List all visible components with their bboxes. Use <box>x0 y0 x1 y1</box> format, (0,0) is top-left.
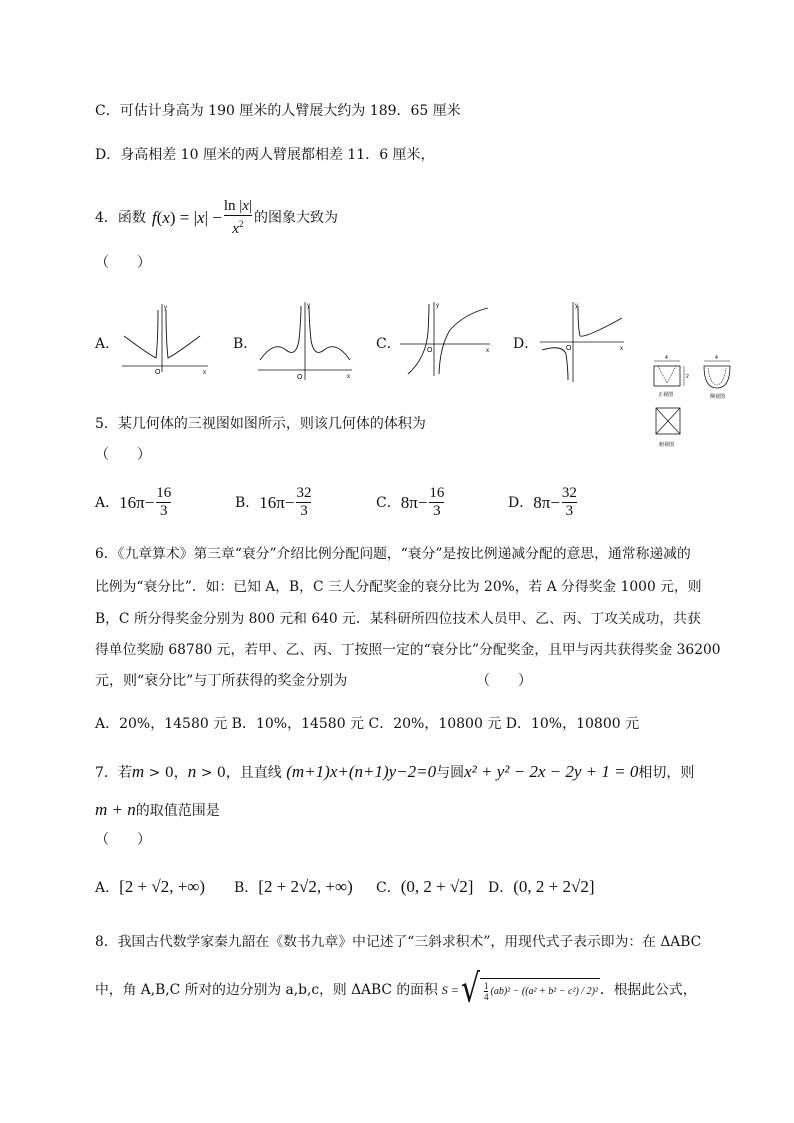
q7-option-b <box>234 877 353 898</box>
q5-front-view <box>654 355 689 398</box>
q7-c-label: C． <box>376 880 401 896</box>
q5-stem: 5．某几何体的三视图如图所示，则该几何体的体积为 <box>95 416 426 432</box>
q5-dim-h: 2 <box>686 374 689 380</box>
q7-a-label: A． <box>95 880 120 896</box>
q8-line2-a: 中，角 A,B,C 所对的边分别为 a,b,c，则 ΔABC 的面积 <box>95 982 438 998</box>
q4-a-y: y <box>164 305 167 311</box>
q4-graph-a <box>118 300 213 378</box>
q3-option-d: D．身高相差 10 厘米的两人臂展都相差 11．6 厘米， <box>95 147 435 163</box>
q5-a-coef: 16π− <box>119 492 155 512</box>
q5-option-b <box>235 485 313 520</box>
q4-graph-d <box>538 298 628 384</box>
q4-fraction: ln |x| $x^2$ <box>223 198 252 237</box>
q4-c-y: y <box>436 303 439 309</box>
q5-d-label: D． <box>508 494 534 511</box>
q8-line2-b: ．根据此公式， <box>599 982 697 998</box>
q6-line-2: 比例为“衰分比”．如：已知 A，B，C 三人分配奖金的衰分比为 20%，若 A 分得奖金 1000 元，则 <box>95 579 702 595</box>
q4-label-b: B． <box>233 336 258 352</box>
q5-option-d <box>508 485 579 520</box>
q7-line-eq: (m+1)x+(n+1)y−2=0 <box>286 762 437 781</box>
q4-d-x: x <box>620 346 623 352</box>
q4-c-x: x <box>486 348 489 354</box>
q5-c-label: C． <box>376 494 401 511</box>
q4-f: f <box>151 208 157 227</box>
q8-line-1: 8．我国古代数学家秦九韶在《数书九章》中记述了“三斜求积术”，用现代式子表示即为：在 ΔABC <box>95 934 702 950</box>
q5-b-num: 32 <box>296 485 312 501</box>
q6-line-5: 元，则“衰分比”与丁所获得的奖金分别为 <box>95 673 348 689</box>
q4-x-den: x <box>232 221 239 237</box>
q5-c-num: 16 <box>429 485 445 501</box>
q8-quarter-den: 4 <box>483 992 489 1002</box>
q5-c-den: 3 <box>433 503 441 519</box>
q4-d-y: y <box>575 303 578 309</box>
q4-graph-b <box>256 298 356 386</box>
q6-options: A．20%，14580 元 B．10%，14580 元 C．20%，10800 元 D．10%，10800 元 <box>95 716 640 732</box>
q7-gt0b: > 0，且直线 <box>196 765 282 781</box>
q4-b-o: O <box>297 374 303 381</box>
q4-a-x: x <box>203 370 206 376</box>
q5-b-den: 3 <box>300 503 308 519</box>
q6-paren: （ ） <box>476 673 532 689</box>
q4-label-c: C． <box>376 336 401 352</box>
q5-b-label: B． <box>235 494 260 511</box>
q4-d-o: O <box>566 345 572 352</box>
q4-label-a: A． <box>95 336 120 352</box>
q8-formula-inner: (ab)² − ((a² + b² − c²) / 2)² <box>490 985 598 997</box>
q5-three-views <box>648 354 766 454</box>
q4-b-y: y <box>307 303 310 309</box>
q7-b-val: [2 + 2√2, +∞) <box>258 877 353 896</box>
q7-mn: m + n <box>95 800 136 819</box>
q5-c-coef: 8π− <box>400 492 428 512</box>
q5-b-coef: 16π− <box>259 492 295 512</box>
q4-paren: （ ） <box>95 255 151 271</box>
q4-sq: 2 <box>238 219 244 229</box>
q4-x: x <box>162 208 170 227</box>
q7-option-c <box>376 877 473 898</box>
q4-prefix: 4．函数 <box>95 210 146 226</box>
q4-ln: ln <box>223 198 236 214</box>
q4-a-o: O <box>155 369 161 376</box>
q4-stem: 4．函数 f ( x ) = | x | − ln |x| $x^2$ 的图象大致为 <box>95 198 338 237</box>
q7-c-val: (0, 2 + √2] <box>400 877 474 896</box>
q7-line-2 <box>95 800 220 821</box>
q4-x-abs: x <box>197 208 205 227</box>
q5-side-label: 侧视图 <box>710 394 726 400</box>
q5-dim-w2: 4 <box>715 355 718 361</box>
q5-top-label: 俯视图 <box>659 442 675 448</box>
q7-option-a <box>95 877 205 898</box>
q7-a-val: [2 + √2, +∞) <box>119 877 206 896</box>
q7-gt0a: > 0， <box>144 765 188 781</box>
q4-x-num: x <box>242 198 249 214</box>
q5-dim-w1: 4 <box>665 355 668 361</box>
q5-d-num: 32 <box>561 485 577 501</box>
q5-front-label: 正视图 <box>658 392 674 398</box>
q4-c-o: O <box>427 347 433 354</box>
q8-formula: √ 1 4 (ab)² − ((a² + b² − c²) / 2)² <box>460 966 598 1013</box>
q5-option-c <box>376 485 446 520</box>
q5-a-label: A． <box>95 494 120 511</box>
q8-s: S = <box>441 983 459 997</box>
q5-d-coef: 8π− <box>533 492 560 512</box>
q7-tail: 相切，则 <box>638 765 695 781</box>
q4-label-d: D． <box>513 336 539 352</box>
q7-paren: （ ） <box>95 832 151 848</box>
q8-line-2 <box>95 968 697 1012</box>
q7-b-label: B． <box>234 880 259 896</box>
q4-suffix: 的图象大致为 <box>253 210 338 226</box>
q5-top-view <box>656 408 680 448</box>
q6-line-4: 得单位奖励 68780 元，若甲、乙、丙、丁按照一定的“衰分比”分配奖金，且甲与丙共获得奖金 36200 <box>95 642 721 658</box>
q3-option-c: C．可估计身高为 190 厘米的人臂展大约为 189．65 厘米 <box>95 103 461 119</box>
q5-d-den: 3 <box>565 503 574 519</box>
q7-m: m <box>131 762 145 781</box>
q5-a-num: 16 <box>156 485 172 501</box>
q7-d-label: D． <box>488 880 514 896</box>
q7-stem <box>95 762 694 783</box>
q7-n: n <box>187 762 197 781</box>
q5-side-view <box>704 355 730 400</box>
q7-range-text: 的取值范围是 <box>135 803 220 819</box>
q4-b-x: x <box>347 374 350 380</box>
q5-paren: （ ） <box>95 447 151 463</box>
q4-graph-c <box>398 298 494 378</box>
q5-option-a <box>95 485 173 520</box>
q7-circle-eq: x² + y² − 2x − 2y + 1 = 0 <box>464 762 639 781</box>
q6-line-3: B，C 所分得奖金分别为 800 元和 640 元．某科研所四位技术人员甲、乙、丙、丁攻关成功，共获 <box>95 611 701 627</box>
q7-d-val: (0, 2 + 2√2] <box>513 877 595 896</box>
q6-line-1: 6．《九章算术》第三章“衰分”介绍比例分配问题，“衰分”是按比例递减分配的意思，通常称递减的 <box>95 546 691 562</box>
q8-quarter-num: 1 <box>483 981 489 991</box>
q7-option-d <box>488 877 594 898</box>
q5-a-den: 3 <box>160 503 168 519</box>
q7-mid: 与圆 <box>436 765 465 781</box>
q7-part1: 7．若 <box>95 765 132 781</box>
